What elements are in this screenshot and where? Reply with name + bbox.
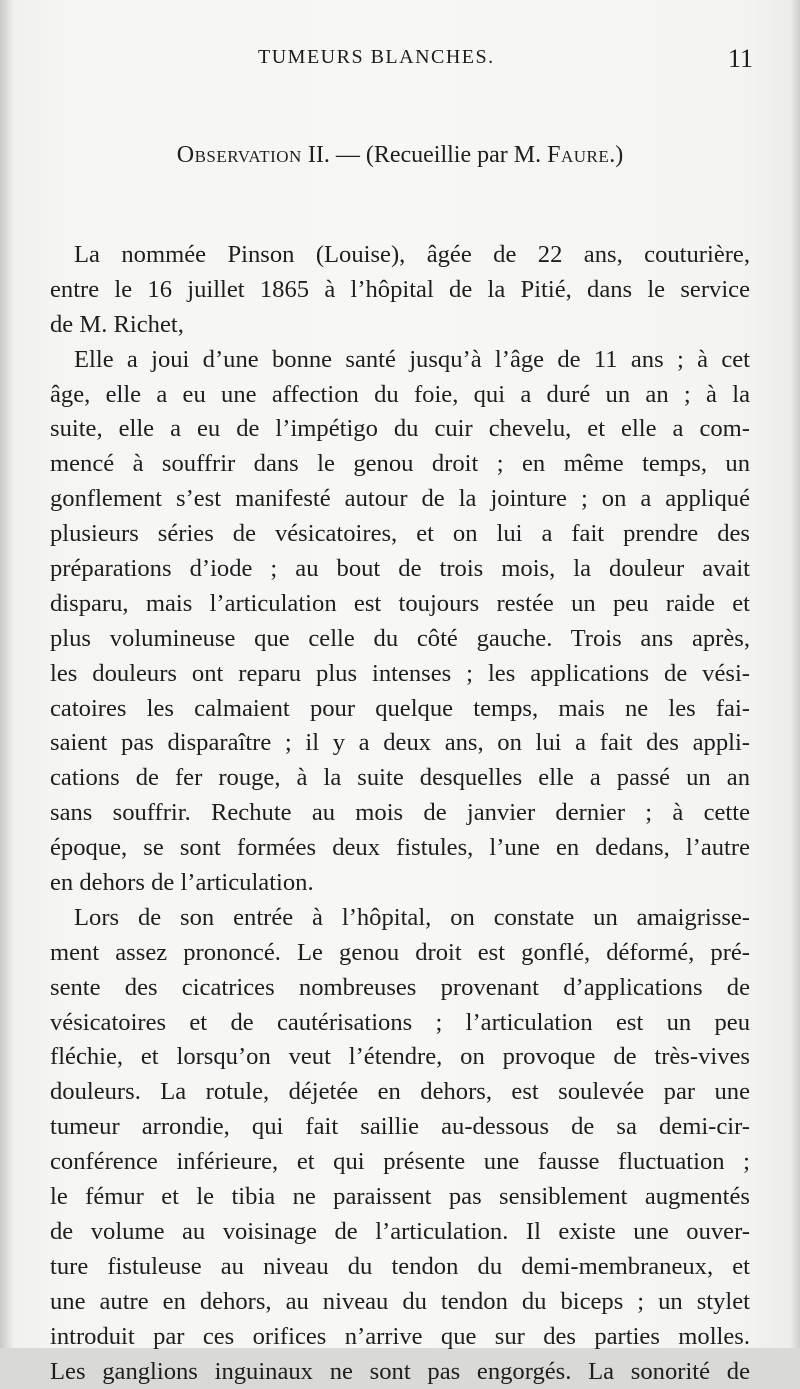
text-line: catoires les calmaient pour quelque temps, mais ne les fai-: [50, 692, 750, 727]
text-line: disparu, mais l’articulation est toujours restée un peu raide et: [50, 587, 750, 622]
text-line: saient pas disparaître ; il y a deux ans, on lui a fait des appli-: [50, 726, 750, 761]
text-line: Lors de son entrée à l’hôpital, on constate un amaigrisse-: [50, 901, 750, 936]
text-line: sente des cicatrices nombreuses provenant d’applications de: [50, 971, 750, 1006]
text-line: suite, elle a eu de l’impétigo du cuir chevelu, et elle a com-: [50, 412, 750, 447]
text-line: Elle a joui d’une bonne santé jusqu’à l’âge de 11 ans ; à cet: [50, 343, 750, 378]
text-line: ment assez prononcé. Le genou droit est gonflé, déformé, pré-: [50, 936, 750, 971]
text-line: La nommée Pinson (Louise), âgée de 22 ans, couturière,: [50, 238, 750, 273]
text-line: âge, elle a eu une affection du foie, qui a duré un an ; à la: [50, 378, 750, 413]
observation-label: Observation: [177, 142, 302, 168]
text-line: cations de fer rouge, à la suite desquelles elle a passé un an: [50, 761, 750, 796]
text-line: de M. Richet,: [50, 308, 750, 343]
paragraph: [50, 343, 750, 901]
observation-number: II. — (Recueillie par M.: [308, 142, 541, 168]
text-line: une autre en dehors, au niveau du tendon du biceps ; un stylet: [50, 1285, 750, 1320]
page-number: 11: [728, 44, 753, 74]
observation-heading: [0, 142, 800, 169]
text-line: préparations d’iode ; au bout de trois mois, la douleur avait: [50, 552, 750, 587]
text-line: mencé à souffrir dans le genou droit ; en même temps, un: [50, 447, 750, 482]
body-text: [50, 238, 750, 1389]
text-line: ture fistuleuse au niveau du tendon du demi-membraneux, et: [50, 1250, 750, 1285]
text-line: en dehors de l’articulation.: [50, 866, 750, 901]
text-line: de volume au voisinage de l’articulation. Il existe une ouver-: [50, 1215, 750, 1250]
text-line: fléchie, et lorsqu’on veut l’étendre, on provoque de très-vives: [50, 1040, 750, 1075]
text-line: le fémur et le tibia ne paraissent pas sensiblement augmentés: [50, 1180, 750, 1215]
text-line: plusieurs séries de vésicatoires, et on lui a fait prendre des: [50, 517, 750, 552]
text-line: plus volumineuse que celle du côté gauche. Trois ans après,: [50, 622, 750, 657]
text-line: vésicatoires et de cautérisations ; l’articulation est un peu: [50, 1006, 750, 1041]
page-edge-shadow-left: [0, 0, 14, 1348]
text-line: conférence inférieure, et qui présente une fausse fluctuation ;: [50, 1145, 750, 1180]
observation-author: Faure: [547, 142, 609, 168]
text-line: sans souffrir. Rechute au mois de janvier dernier ; à cette: [50, 796, 750, 831]
text-line: entre le 16 juillet 1865 à l’hôpital de la Pitié, dans le service: [50, 273, 750, 308]
text-line: introduit par ces orifices n’arrive que sur des parties molles.: [50, 1320, 750, 1355]
text-line: tumeur arrondie, qui fait saillie au-dessous de sa demi-cir-: [50, 1110, 750, 1145]
paragraph: [50, 238, 750, 343]
text-line: Les ganglions inguinaux ne sont pas engorgés. La sonorité de: [50, 1355, 750, 1389]
text-line: gonflement s’est manifesté autour de la jointure ; on a appliqué: [50, 482, 750, 517]
observation-closing: .): [609, 142, 623, 168]
text-line: les douleurs ont reparu plus intenses ; les applications de vési-: [50, 657, 750, 692]
running-title: TUMEURS BLANCHES.: [258, 46, 495, 69]
page-edge-shadow-right: [790, 0, 800, 1348]
running-head: [0, 44, 800, 74]
paragraph: [50, 901, 750, 1389]
text-line: époque, se sont formées deux fistules, l’une en dedans, l’autre: [50, 831, 750, 866]
text-line: douleurs. La rotule, déjetée en dehors, est soulevée par une: [50, 1075, 750, 1110]
